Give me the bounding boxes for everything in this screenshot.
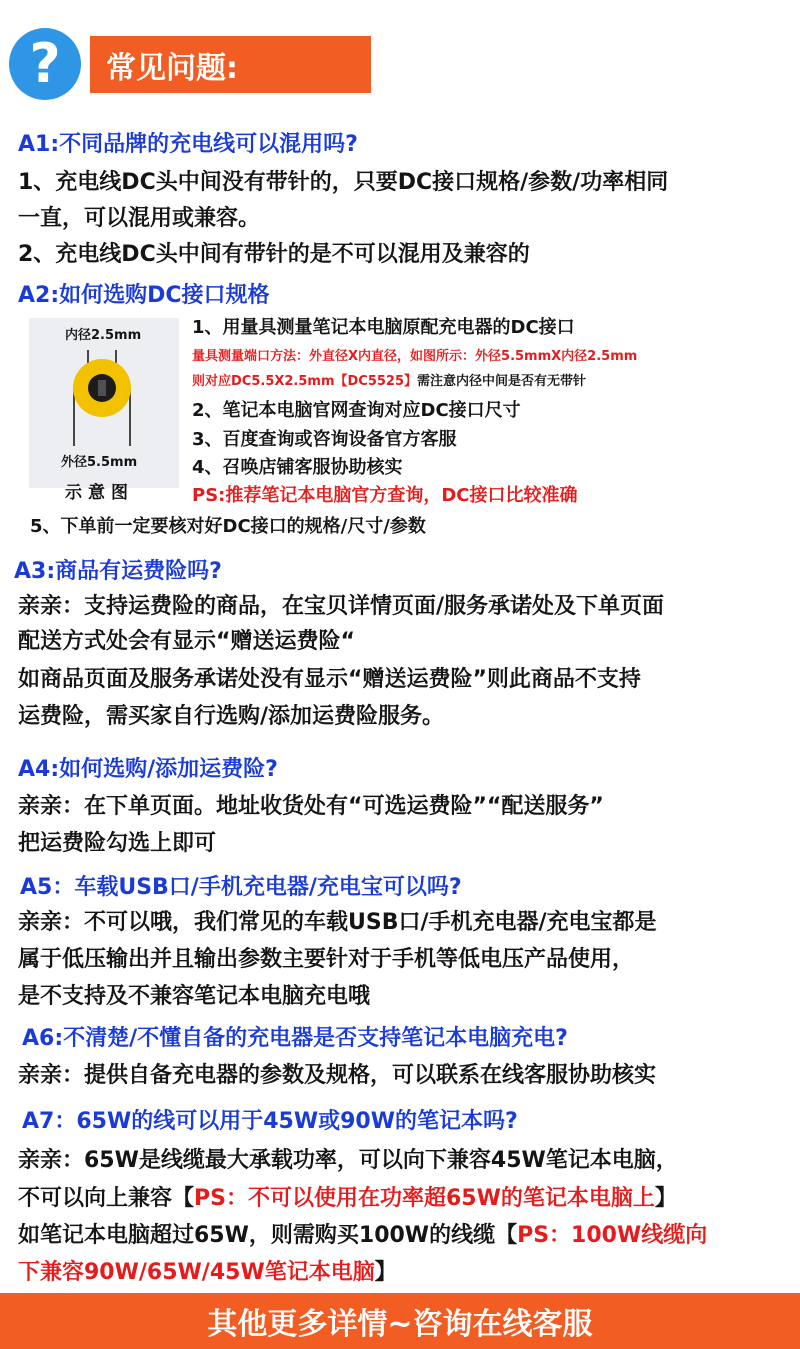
faq-a7-line2-end: 】 xyxy=(654,1186,677,1211)
faq-a7-line3-red: PS：100W线缆向 xyxy=(517,1223,708,1248)
faq-a5-line3: 是不支持及不兼容笔记本电脑充电哦 xyxy=(18,984,371,1009)
faq-a2-note1: 量具测量端口方法：外直径X内直径，如图所示：外径5.5mmX内径2.5mm xyxy=(192,349,638,364)
faq-a2-note2 xyxy=(192,370,586,389)
faq-a7-line4-end: 】 xyxy=(374,1260,397,1285)
contact-banner[interactable] xyxy=(0,1293,800,1349)
faq-a7-line2-black: 不可以向上兼容【 xyxy=(18,1186,195,1211)
contact-banner-text: 其他更多详情~咨询在线客服 xyxy=(207,1307,593,1342)
faq-a1-line2: 一直，可以混用或兼容。 xyxy=(18,206,261,231)
faq-a7-line4 xyxy=(18,1255,397,1286)
faq-a7-line3 xyxy=(18,1218,707,1249)
faq-a7-line3-black: 如笔记本电脑超过65W，则需购买100W的线缆【 xyxy=(18,1223,518,1248)
faq-a1-line3: 2、充电线DC头中间有带针的是不可以混用及兼容的 xyxy=(18,242,530,267)
faq-a2-step1: 1、用量具测量笔记本电脑原配充电器的DC接口 xyxy=(192,317,575,338)
faq-a3-line4: 运费险，需买家自行选购/添加运费险服务。 xyxy=(18,704,445,729)
faq-a5-question: A5：车载USB口/手机充电器/充电宝可以吗? xyxy=(20,875,462,900)
faq-a2-step3: 3、百度查询或咨询设备官方客服 xyxy=(192,429,457,450)
dc-connector-diagram xyxy=(29,318,179,488)
faq-a2-step4: 4、召唤店铺客服协助核实 xyxy=(192,457,403,478)
faq-a6-question: A6:不清楚/不懂自备的充电器是否支持笔记本电脑充电? xyxy=(22,1026,568,1051)
question-icon: ? xyxy=(9,28,81,100)
faq-a2-step2: 2、笔记本电脑官网查询对应DC接口尺寸 xyxy=(192,400,521,421)
faq-a7-line2 xyxy=(18,1181,677,1212)
page-title: 常见问题: xyxy=(106,50,238,86)
faq-a4-question: A4:如何选购/添加运费险? xyxy=(18,757,278,782)
faq-a4-line2: 把运费险勾选上即可 xyxy=(18,831,217,856)
faq-a3-line2: 配送方式处会有显示“赠送运费险“ xyxy=(18,629,355,654)
faq-a2-question: A2:如何选购DC接口规格 xyxy=(18,283,270,308)
faq-a3-line1: 亲亲：支持运费险的商品，在宝贝详情页面/服务承诺处及下单页面 xyxy=(18,594,665,619)
faq-a7-question: A7：65W的线可以用于45W或90W的笔记本吗? xyxy=(22,1109,518,1134)
faq-a5-line2: 属于低压输出并且输出参数主要针对于手机等低电压产品使用， xyxy=(18,947,635,972)
faq-a3-line3: 如商品页面及服务承诺处没有显示“赠送运费险”则此商品不支持 xyxy=(18,667,641,692)
faq-a4-line1: 亲亲：在下单页面。地址收货处有“可选运费险”“配送服务” xyxy=(18,794,604,819)
faq-a2-step5: 5、下单前一定要核对好DC接口的规格/尺寸/参数 xyxy=(30,516,426,537)
faq-a6-line1: 亲亲：提供自备充电器的参数及规格，可以联系在线客服协助核实 xyxy=(18,1063,657,1088)
faq-a1-line1: 1、充电线DC头中间没有带针的，只要DC接口规格/参数/功率相同 xyxy=(18,170,669,195)
faq-a7-line2-red: PS：不可以使用在功率超65W的笔记本电脑上 xyxy=(194,1186,655,1211)
faq-a1-question: A1:不同品牌的充电线可以混用吗? xyxy=(18,132,358,157)
faq-a7-line1: 亲亲：65W是线缆最大承载功率，可以向下兼容45W笔记本电脑， xyxy=(18,1148,678,1173)
faq-a2-note2-black: 需注意内径中间是否有无带针 xyxy=(417,374,587,389)
diagram-caption: 示意图 xyxy=(65,483,134,503)
faq-a2-ps: PS:推荐笔记本电脑官方查询，DC接口比较准确 xyxy=(192,485,578,506)
faq-a2-note2-red: 则对应DC5.5X2.5mm【DC5525】 xyxy=(192,374,418,389)
faq-a3-question: A3:商品有运费险吗? xyxy=(14,559,222,584)
faq-a7-line4-red: 下兼容90W/65W/45W笔记本电脑 xyxy=(18,1260,375,1285)
faq-a5-line1: 亲亲：不可以哦，我们常见的车载USB口/手机充电器/充电宝都是 xyxy=(18,910,657,935)
outer-diameter-label: 外径5.5mm xyxy=(61,455,138,470)
page-title-bar xyxy=(90,36,371,93)
inner-diameter-label: 内径2.5mm xyxy=(65,328,142,343)
